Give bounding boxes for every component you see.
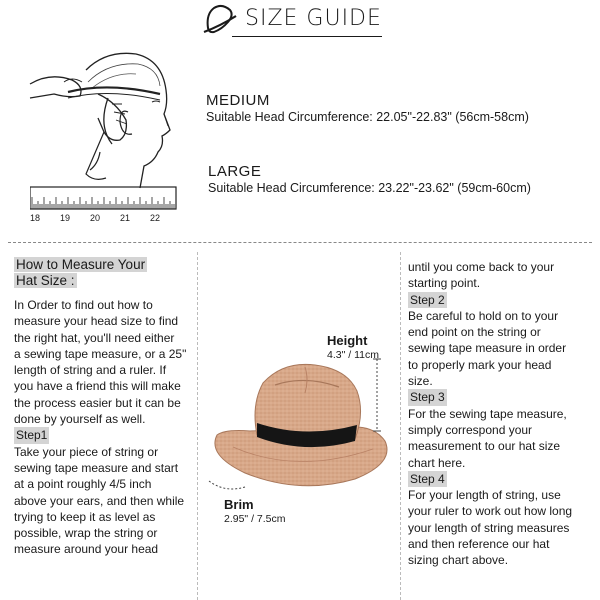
step1-line: sewing tape measure and start	[14, 460, 179, 475]
intro-line: the right hat, you'll need either	[14, 330, 175, 345]
step1-line: trying to keep it as level as	[14, 509, 156, 524]
column-separator	[400, 252, 401, 600]
ruler-tick-label: 18	[30, 213, 41, 223]
intro-line: done by yourself as well.	[14, 412, 146, 427]
step4-line: your length of string measures	[408, 520, 570, 535]
intro-line: In Order to find out how to	[14, 298, 153, 312]
hat-height-value: 4.3" / 11cm	[327, 349, 379, 361]
step3-line: measurement to our hat size	[408, 439, 561, 454]
step2-line: size.	[408, 374, 433, 389]
step4-line: your ruler to work out how long	[408, 504, 573, 519]
step2-label: Step 2	[410, 292, 445, 307]
title-underline	[232, 36, 382, 37]
step1-continued-line: starting point.	[408, 276, 481, 291]
intro-line: measure your head size to find	[14, 314, 179, 329]
ruler-tick-label: 22	[150, 213, 161, 223]
step4-line: For your length of string, use	[408, 488, 561, 503]
hat-brim-value: 2.95" / 7.5cm	[224, 513, 286, 525]
step1-label: Step1	[16, 428, 48, 443]
step1-line: above your ears, and then while	[14, 493, 185, 508]
step1-line: at a point roughly 4/5 inch	[14, 477, 152, 492]
intro-line: length of string and a ruler. If	[14, 363, 167, 378]
page-title: SIZE GUIDE	[245, 6, 382, 31]
ruler-labels	[30, 213, 180, 227]
size-medium-name: MEDIUM	[206, 92, 270, 109]
step1-line: possible, wrap the string or	[14, 526, 158, 541]
section-divider	[8, 242, 592, 243]
hat-height-label: Height	[327, 333, 368, 348]
step2-line: sewing tape measure in order	[408, 341, 567, 356]
intro-line: the process easier but it can be	[14, 395, 181, 410]
step3-line: For the sewing tape measure,	[408, 406, 567, 421]
head-measure-illustration	[28, 42, 188, 194]
howto-heading	[14, 257, 164, 289]
step1-line: measure around your head	[14, 542, 159, 557]
step2-line: Be careful to hold on to your	[408, 308, 559, 323]
hat-logo-icon	[200, 2, 240, 38]
step3-label: Step 3	[410, 390, 445, 405]
step3-line: chart here.	[408, 455, 466, 470]
instructions-column-right	[408, 259, 594, 569]
step4-line: sizing chart above.	[408, 553, 509, 568]
step3-line: simply correspond your	[408, 422, 533, 437]
intro-line: you have a friend this will make	[14, 379, 181, 394]
step2-line: end point on the string or	[408, 325, 541, 340]
fedora-hat-image	[205, 355, 400, 505]
howto-heading-line2: Hat Size :	[16, 273, 75, 288]
intro-line: a sewing tape measure, or a 25"	[14, 346, 187, 361]
size-large-name: LARGE	[208, 163, 262, 180]
step4-label: Step 4	[410, 471, 445, 486]
instructions-column-left	[14, 297, 198, 558]
ruler-tick-label: 19	[60, 213, 71, 223]
step4-line: and then reference our hat	[408, 537, 550, 552]
howto-heading-line1: How to Measure Your	[16, 257, 146, 272]
step1-continued-line: until you come back to your	[408, 260, 555, 274]
size-medium-desc: Suitable Head Circumference: 22.05"-22.83" (56cm-58cm)	[206, 110, 529, 124]
size-large-desc: Suitable Head Circumference: 23.22"-23.62" (59cm-60cm)	[208, 181, 531, 195]
step1-line: Take your piece of string or	[14, 444, 159, 459]
hat-brim-label: Brim	[224, 497, 254, 512]
ruler-tick-label: 21	[120, 213, 131, 223]
ruler-tick-label: 20	[90, 213, 101, 223]
step2-line: to properly mark your head	[408, 357, 552, 372]
